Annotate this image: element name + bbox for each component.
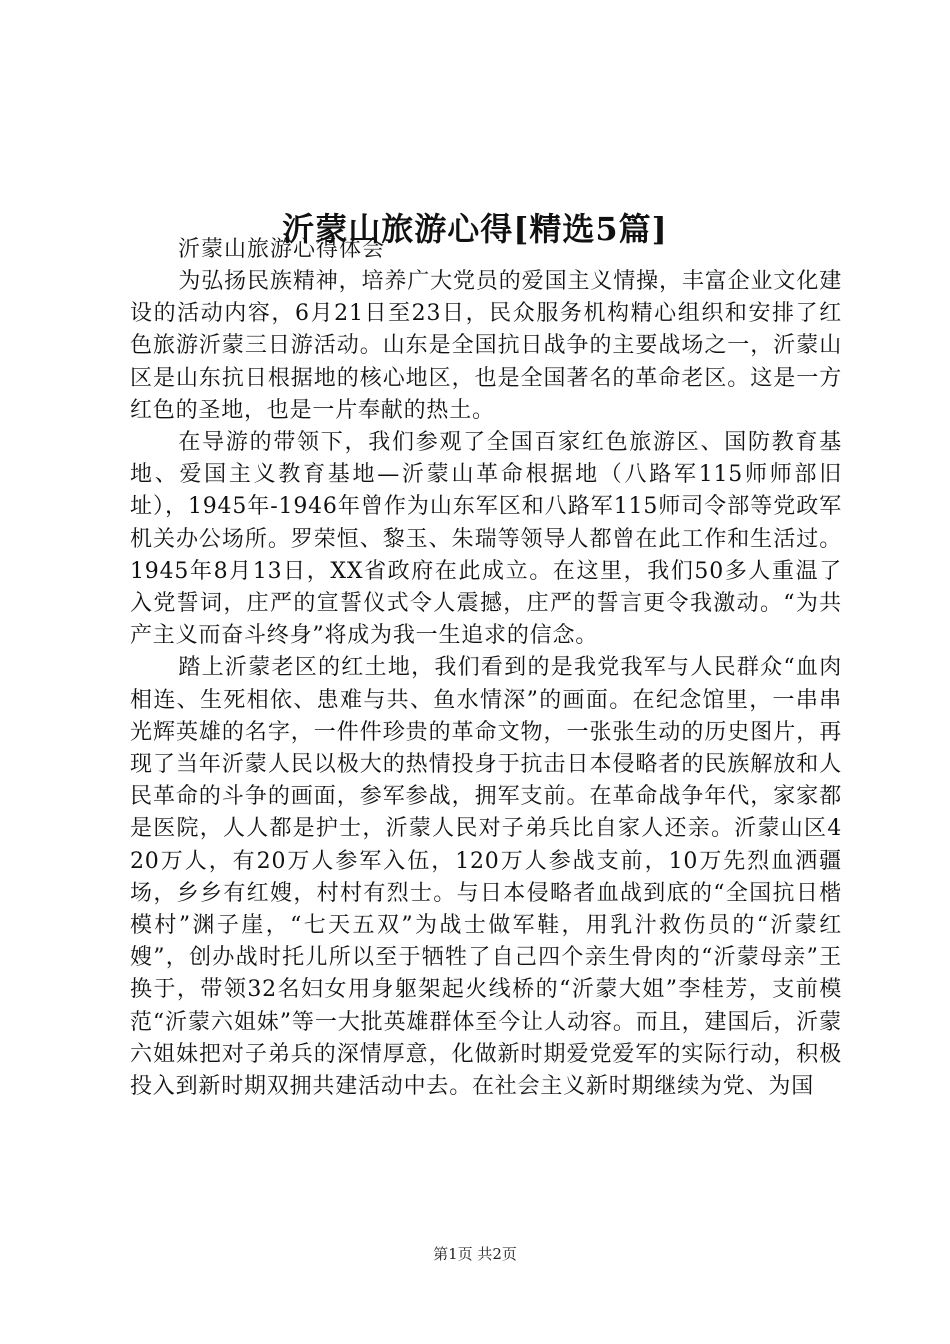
document-body (130, 234, 842, 1103)
paragraph-1: 为弘扬民族精神，培养广大党员的爱国主义情操，丰富企业文化建设的活动内容，6月21日至23日，民众服务机构精心组织和安排了红色旅游沂蒙三日游活动。山东是全国抗日战争的主要战场之一，沂蒙山区是山东抗日根据地的核心地区，也是全国著名的革命老区。这是一方红色的圣地，也是一片奉献的热土。 (130, 269, 842, 423)
document-subtitle: 沂蒙山旅游心得体会 (178, 237, 386, 262)
document-title: 沂蒙山旅游心得[精选5篇] (282, 210, 668, 249)
paragraph-3: 踏上沂蒙老区的红土地，我们看到的是我党我军与人民群众“血肉相连、生死相依、患难与共、鱼水情深”的画面。在纪念馆里，一串串光辉英雄的名字，一件件珍贵的革命文物，一张张生动的历史图片，再现了当年沂蒙人民以极大的热情投身于抗击日本侵略者的民族解放和人民革命的斗争的画面，参军参战，拥军支前。在革命战争年代，家家都是医院，人人都是护士，沂蒙人民对子弟兵比自家人还亲。沂蒙山区420万人，有20万人参军入伍，120万人参战支前，10万先烈血洒疆场，乡乡有红嫂，村村有烈士。与日本侵略者血战到底的“全国抗日楷模村”渊子崖，“七天五双”为战士做军鞋，用乳汁救伤员的“沂蒙红嫂”，创办战时托儿所以至于牺牲了自己四个亲生骨肉的“沂蒙母亲”王换于，带领32名妇女用身躯架起火线桥的“沂蒙大姐”李桂芳，支前模范“沂蒙六姐妹”等一大批英雄群体至今让人动容。而且，建国后，沂蒙六姐妹把对子弟兵的深情厚意，化做新时期爱党爱军的实际行动，积极投入到新时期双拥共建活动中去。在社会主义新时期继续为党、为国 (130, 655, 842, 1100)
page-footer: 第1页 共2页 (433, 1245, 517, 1263)
paragraph-2: 在导游的带领下，我们参观了全国百家红色旅游区、国防教育基地、爱国主义教育基地—沂蒙山革命根据地（八路军115师师部旧址），1945年-1946年曾作为山东军区和八路军115师司令部等党政军机关办公场所。罗荣恒、黎玉、朱瑞等领导人都曾在此工作和生活过。1945年8月13日，XX省政府在此成立。在这里，我们50多人重温了入党誓词，庄严的宣誓仪式令人震撼，庄严的誓言更令我激动。“为共产主义而奋斗终身”将成为我一生追求的信念。 (130, 430, 842, 649)
